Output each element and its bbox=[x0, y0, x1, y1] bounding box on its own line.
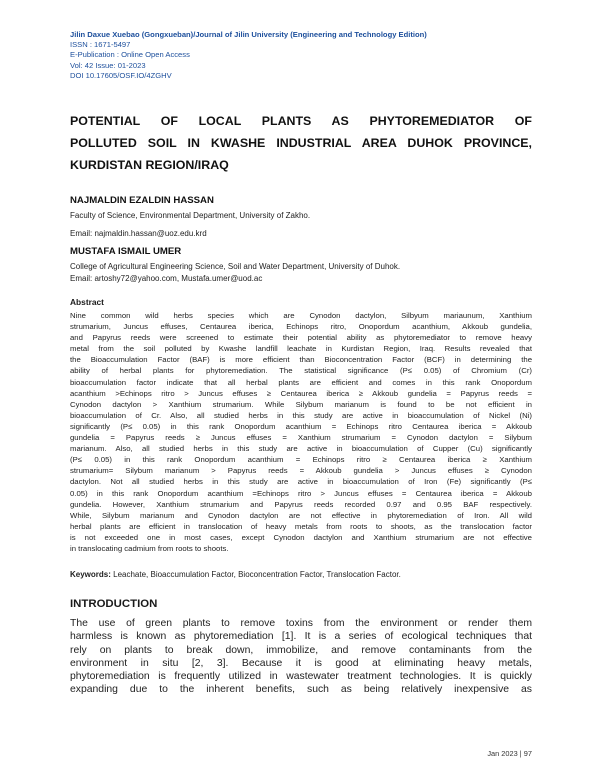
abstract-heading: Abstract bbox=[70, 297, 104, 307]
intro-line: The use of green plants to remove toxins from the environment or render them bbox=[70, 618, 532, 629]
abstract-line: (P≤ 0.05) in this rank Onopordum acanthium = Echinops ritro ≥ Centaurea iberica ≥ Xanthium bbox=[70, 455, 532, 465]
title-line: POTENTIAL OF LOCAL PLANTS AS PHYTOREMEDIATOR OF bbox=[70, 114, 532, 128]
author-2-name: MUSTAFA ISMAIL UMER bbox=[70, 246, 182, 257]
abstract-line: gundelia. However, Xanthium strumarium and Papyrus reeds recorded 0.97 and 0.95 BAF respectively. bbox=[70, 499, 532, 509]
abstract-line: the Bioaccumulation Factor (BAF) is more efficient than Bioconcentration Factor (BCF) in determining the bbox=[70, 355, 532, 365]
abstract-line: strumarium= Silybum marianum > Papyrus reeds = Akkoub gundelia > Juncus effuses ≥ Cynodon bbox=[70, 466, 532, 476]
introduction-heading: INTRODUCTION bbox=[70, 598, 158, 610]
abstract-line: Cynodon dactylon > Xanthium strumarium. While Silybum marianum is found to be not efficient in bbox=[70, 399, 532, 409]
abstract-line: 0.05) in this rank Onopordum acanthium =Echinops ritro > Juncus effuses = Centaurea iberica = Akkoub bbox=[70, 488, 532, 498]
abstract-line: While, Silybum marianum and Cynodon dactylon are not effective in phytoremediation of Iron. All wild bbox=[70, 510, 532, 520]
intro-line: expanding due to the inherent benefits, such as being relatively inexpensive as bbox=[70, 684, 532, 696]
journal-doi: DOI 10.17605/OSF.IO/4ZGHV bbox=[70, 70, 172, 80]
intro-line: environment in situ [2, 3]. Because it is good at eliminating heavy metals, bbox=[70, 657, 532, 669]
abstract-line: bioaccumulation factor indicate that all herbal plants are efficient and comes in this rank Onopordum bbox=[70, 377, 532, 387]
abstract-line: Nine common wild herbs species which are Cynodon dactylon, Silbyum mariaunum, Xanthium bbox=[70, 311, 532, 320]
abstract-line: strumarium, Juncus effuses, Centaurea iberica, Echinops ritro, Onopordum acanthium, Akkoub gundelia, bbox=[70, 322, 532, 332]
abstract-line: ability of herbal plants for phytoremediation. The statistical significance (P≤ 0.05) of Chromium (Cr) bbox=[70, 366, 532, 376]
intro-line: rely on plants to break down, immobilize, and remove contaminants from the bbox=[70, 644, 532, 656]
author-1-affiliation: Faculty of Science, Environmental Department, University of Zakho. bbox=[70, 211, 311, 220]
journal-title: Jilin Daxue Xuebao (Gongxueban)/Journal of Jilin University (Engineering and Technology Edition) bbox=[70, 30, 427, 39]
journal-publication: E-Publication : Online Open Access bbox=[70, 50, 190, 60]
abstract-line: is not exceeded one in most cases, except Cynodon dactylon and Xanthium strumarium are not effective bbox=[70, 532, 532, 542]
title-line: KURDISTAN REGION/IRAQ bbox=[70, 158, 229, 172]
author-2-email: Email: artoshy72@yahoo.com, Mustafa.umer@uod.ac bbox=[70, 274, 263, 283]
abstract-line: marianum. Also, all studied herbs in this study are active in bioaccumulation of Cupper (Cu) significantly bbox=[70, 444, 532, 454]
abstract-line: bioaccumulation of Cr. Also, all studied herbs in this study are active in bioaccumulation of Nickel (Ni) bbox=[70, 410, 532, 420]
abstract-line: in translocating cadmium from roots to shoots. bbox=[70, 543, 229, 553]
abstract-line: metal from the soil polluted by Kwashe landfill leachate in Kurdistan Region, Iraq. Results revealed that bbox=[70, 344, 532, 354]
author-1-email: Email: najmaldin.hassan@uoz.edu.krd bbox=[70, 229, 207, 238]
page-footer: Jan 2023 | 97 bbox=[487, 749, 532, 758]
author-2-affiliation: College of Agricultural Engineering Science, Soil and Water Department, University of Duhok. bbox=[70, 262, 401, 271]
abstract-line: significantly (P≤ 0.05) in this rank Onopordum acanthium = Echinops ritro Centaurea iberica = Akkoub bbox=[70, 421, 532, 431]
intro-line: phytoremediation is frequently utilized in wastewater treatment technologies. It is quickly bbox=[70, 671, 532, 683]
journal-header bbox=[70, 30, 540, 81]
journal-volume: Vol: 42 Issue: 01-2023 bbox=[70, 60, 146, 70]
abstract-line: dactylon. Not all studied herbs in this study are active in bioaccumulation of Iron (Fe) significantly (P≤ bbox=[70, 477, 532, 487]
paper-title bbox=[70, 110, 532, 176]
author-1-name: NAJMALDIN EZALDIN HASSAN bbox=[70, 195, 214, 206]
keywords bbox=[70, 570, 401, 579]
keywords-label: Keywords: bbox=[70, 570, 111, 579]
abstract-line: herbal plants are efficient in translocation of heavy metals from roots to shoots, as the translocation factor bbox=[70, 521, 532, 531]
journal-issn: ISSN : 1671-5497 bbox=[70, 40, 131, 50]
abstract-line: gundelia = Papyrus reeds ≥ Juncus effuses = Xanthium strumarium = Cynodon dactylon = Silybum bbox=[70, 433, 532, 443]
title-line: POLLUTED SOIL IN KWASHE INDUSTRIAL AREA DUHOK PROVINCE, bbox=[70, 136, 532, 150]
abstract-line: and Papyrus reeds were screened to estimate their potential ability as phytoremediator to remove heavy bbox=[70, 333, 532, 343]
keywords-text: Leachate, Bioaccumulation Factor, Bioconcentration Factor, Translocation Factor. bbox=[110, 570, 401, 579]
abstract-body bbox=[70, 310, 532, 554]
introduction-body bbox=[70, 617, 532, 697]
abstract-line: acanthium >Echinops ritro > Juncus effuses ≥ Centaurea iberica ≥ Akkoub gundelia = Papyrus reeds = bbox=[70, 388, 532, 398]
intro-line: harmless is known as phytoremediation [1]. It is a series of ecological techniques that bbox=[70, 631, 532, 643]
